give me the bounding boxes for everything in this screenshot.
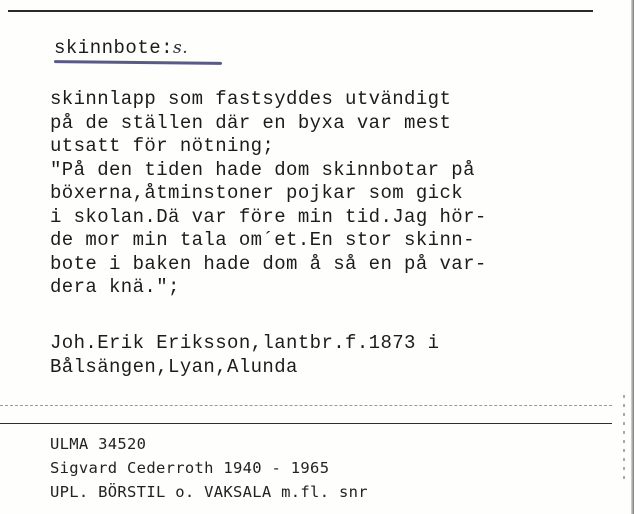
scan-speckle bbox=[623, 395, 625, 485]
definition-line: på de ställen där en byxa var mest bbox=[50, 111, 452, 134]
dashed-divider bbox=[0, 405, 612, 406]
informant-line: Bålsängen,Lyan,Alunda bbox=[50, 356, 298, 378]
archive-region: UPL. BÖRSTIL o. VAKSALA m.fl. snr bbox=[50, 483, 368, 501]
archive-id: ULMA 34520 bbox=[50, 435, 147, 453]
definition-line: böxerna,åtminstoner pojkar som gick bbox=[50, 182, 464, 204]
headword-underline bbox=[54, 60, 222, 65]
gender-mark: s. bbox=[173, 38, 189, 58]
definition-line: i skolan.Dä var före min tid.Jag hör- bbox=[50, 205, 487, 228]
archive-footer bbox=[50, 432, 368, 504]
informant-text bbox=[50, 331, 439, 379]
definition-line: dera knä."; bbox=[50, 276, 180, 298]
definition-line: de mor min tala om´et.En stor skinn- bbox=[50, 229, 475, 251]
card-top-edge bbox=[8, 10, 593, 12]
headword: skinnbote: bbox=[54, 37, 174, 59]
definition-line: bote i baken hade dom å så en på var- bbox=[50, 252, 487, 275]
definition-line: skinnlapp som fastsyddes utvändigt bbox=[50, 88, 452, 110]
headword-row bbox=[54, 36, 188, 60]
archive-divider bbox=[0, 423, 612, 424]
card-right-edge bbox=[631, 0, 634, 514]
informant-line: Joh.Erik Eriksson,lantbr.f.1873 i bbox=[50, 332, 440, 354]
definition-line: "På den tiden hade dom skinnbotar på bbox=[50, 158, 475, 181]
archive-collector: Sigvard Cederroth 1940 - 1965 bbox=[50, 459, 330, 477]
definition-text bbox=[50, 88, 487, 300]
definition-line: utsatt för nötning; bbox=[50, 135, 275, 157]
